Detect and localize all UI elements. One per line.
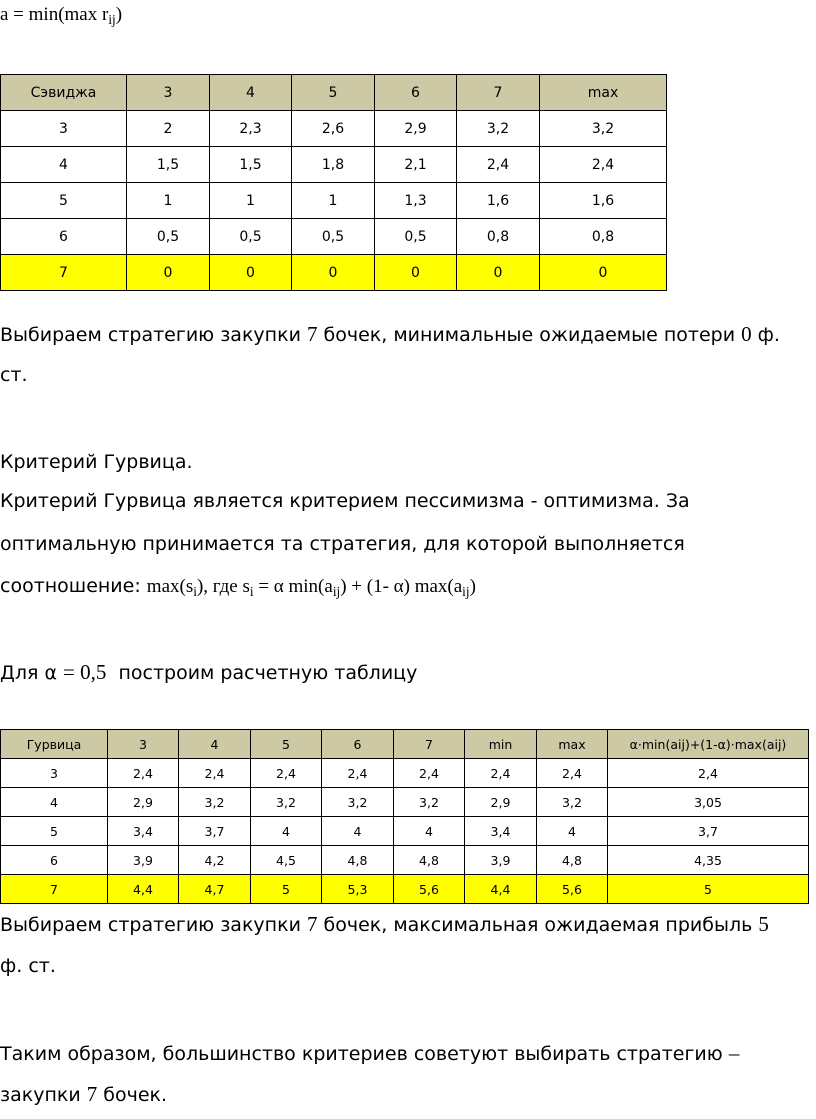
table-cell: 5 [1,183,127,219]
table-cell: 3,4 [465,817,537,846]
hurwicz-formula-line [0,575,476,598]
header-cell: 7 [394,730,465,759]
number-span: 5 [758,912,769,936]
table-cell: 3,2 [540,111,667,147]
table-row [1,817,809,846]
table-cell: 4,4 [465,875,537,904]
table-row [1,759,809,788]
text-span: ф. [751,324,780,346]
table-row [1,846,809,875]
text-span: соотношение: [0,575,147,597]
text-span: бочек, минимальные ожидаемые потери [317,324,742,346]
table-cell: 2,4 [457,147,540,183]
formula-span: ) [469,576,476,597]
header-cell: min [465,730,537,759]
table-cell: 0,8 [457,219,540,255]
final-line1 [0,1041,739,1066]
table-cell: 5,6 [394,875,465,904]
formula-sub: ij [462,584,470,599]
table-cell: 0,5 [210,219,292,255]
table-cell: 1,8 [292,147,375,183]
table-cell: 4 [1,788,108,817]
table-cell: 3,9 [465,846,537,875]
table-row-highlighted [1,875,809,904]
table-cell: 0 [292,255,375,291]
table-header-row [1,730,809,759]
header-cell: Гурвица [1,730,108,759]
table-cell: 2,4 [394,759,465,788]
table-cell: 3,2 [322,788,394,817]
table-cell: 5 [251,875,322,904]
number-span: 7 [86,1082,98,1106]
final-line2 [0,1082,167,1107]
table-cell: 4 [394,817,465,846]
table-cell: 2,4 [179,759,251,788]
table-cell: 6 [1,219,127,255]
table-row [1,111,667,147]
table-cell: 0 [375,255,457,291]
table-row [1,788,809,817]
table-cell: 2,1 [375,147,457,183]
table-cell: 6 [1,846,108,875]
table-cell: 3,2 [179,788,251,817]
table-cell: 2,9 [375,111,457,147]
table-cell: 3,7 [179,817,251,846]
savage-conclusion-line2: ст. [0,364,28,386]
hurwicz-title: Критерий Гурвица. [0,451,193,473]
header-cell: max [537,730,608,759]
table-row [1,183,667,219]
table-row [1,219,667,255]
formula-span: max(s [146,576,194,597]
text-span: Таким образом, большинство критериев советуют выбирать стратегию [0,1043,729,1065]
table-cell: 1,6 [457,183,540,219]
header-cell: 4 [179,730,251,759]
header-cell: max [540,75,667,111]
table-cell: 4,8 [537,846,608,875]
table-cell: 0 [457,255,540,291]
formula-span: s [242,576,250,597]
table-cell: 3 [1,759,108,788]
hurwicz-conclusion-line2: ф. ст. [0,955,56,977]
table-cell: 4 [1,147,127,183]
hurwicz-conclusion-line1 [0,912,769,937]
table-cell: 4,4 [108,875,179,904]
formula-sub: ij [108,12,116,27]
table-cell: 3,2 [251,788,322,817]
formula-span: = 0,5 [63,660,107,684]
table-cell: 4,8 [394,846,465,875]
table-cell: 2,6 [292,111,375,147]
table-cell: 2,4 [608,759,809,788]
header-cell: Сэвиджа [1,75,127,111]
table-row-highlighted [1,255,667,291]
text-span: Для α [0,662,64,684]
table-cell: 2 [127,111,210,147]
table-cell: 1,3 [375,183,457,219]
header-cell: 3 [127,75,210,111]
table-cell: 0 [210,255,292,291]
table-cell: 3,2 [394,788,465,817]
table-cell: 3,4 [108,817,179,846]
text-span: Выбираем стратегию закупки [0,324,307,346]
table-cell: 4,5 [251,846,322,875]
table-cell: 2,4 [540,147,667,183]
header-cell: 5 [251,730,322,759]
formula-span: ), где [196,576,243,597]
header-cell: 3 [108,730,179,759]
hurwicz-table [0,729,809,904]
table-cell: 0,5 [292,219,375,255]
table-cell: 1,5 [127,147,210,183]
table-cell: 5 [1,817,108,846]
hurwicz-desc-line2: оптимальную принимается та стратегия, для которой выполняется [0,533,685,555]
table-header-row [1,75,667,111]
number-span: 7 [306,912,318,936]
table-cell: 4 [251,817,322,846]
table-cell: 0,8 [540,219,667,255]
formula-sub: i [249,584,254,599]
text-span: Выбираем стратегию закупки [0,914,307,936]
formula-left: a = min(max r [0,4,109,25]
header-cell: 6 [322,730,394,759]
table-cell: 5,3 [322,875,394,904]
formula-sub: ij [332,584,341,599]
table-cell: 3 [1,111,127,147]
table-cell: 4,8 [322,846,394,875]
table-row [1,147,667,183]
table-cell: 2,4 [465,759,537,788]
table-cell: 4,7 [179,875,251,904]
table-cell: 7 [1,255,127,291]
table-cell: 2,9 [465,788,537,817]
formula-right: ) [115,4,123,25]
table-cell: 4,35 [608,846,809,875]
table-cell: 1 [127,183,210,219]
formula-span: min(a [288,576,333,597]
formula-sub: i [193,584,197,599]
number-span: 0 [741,322,752,346]
table-cell: 1,6 [540,183,667,219]
savage-conclusion-line1 [0,322,780,347]
savage-table [0,74,667,291]
table-cell: 1 [210,183,292,219]
header-cell: α·min(aij)+(1-α)·max(aij) [608,730,809,759]
table-cell: 2,9 [108,788,179,817]
header-cell: 4 [210,75,292,111]
table-cell: 0,5 [375,219,457,255]
alpha-line [0,660,417,685]
header-cell: 6 [375,75,457,111]
formula-span: = α [253,576,289,597]
header-cell: 5 [292,75,375,111]
table-cell: 2,3 [210,111,292,147]
table-cell: 5 [608,875,809,904]
table-cell: 1 [292,183,375,219]
text-span: бочек. [97,1084,168,1106]
text-span: бочек, максимальная ожидаемая прибыль [317,914,759,936]
table-cell: 7 [1,875,108,904]
text-span: построим расчетную таблицу [106,662,418,684]
table-cell: 2,4 [251,759,322,788]
table-cell: 0 [127,255,210,291]
table-cell: 2,4 [537,759,608,788]
dash-span: – [728,1041,740,1065]
text-span: закупки [0,1084,87,1106]
table-cell: 3,2 [457,111,540,147]
table-cell: 0,5 [127,219,210,255]
table-cell: 2,4 [108,759,179,788]
table-cell: 2,4 [322,759,394,788]
header-cell: 7 [457,75,540,111]
table-cell: 4 [537,817,608,846]
hurwicz-desc-line1: Критерий Гурвица является критерием пессимизма - оптимизма. За [0,490,690,512]
number-span: 7 [306,322,318,346]
formula-span: ) + (1- α) max(a [340,576,463,597]
table-cell: 5,6 [537,875,608,904]
table-cell: 4 [322,817,394,846]
table-cell: 4,2 [179,846,251,875]
formula-top [0,4,122,26]
table-cell: 3,7 [608,817,809,846]
table-cell: 3,9 [108,846,179,875]
table-cell: 0 [540,255,667,291]
table-cell: 1,5 [210,147,292,183]
table-cell: 3,2 [537,788,608,817]
table-cell: 3,05 [608,788,809,817]
